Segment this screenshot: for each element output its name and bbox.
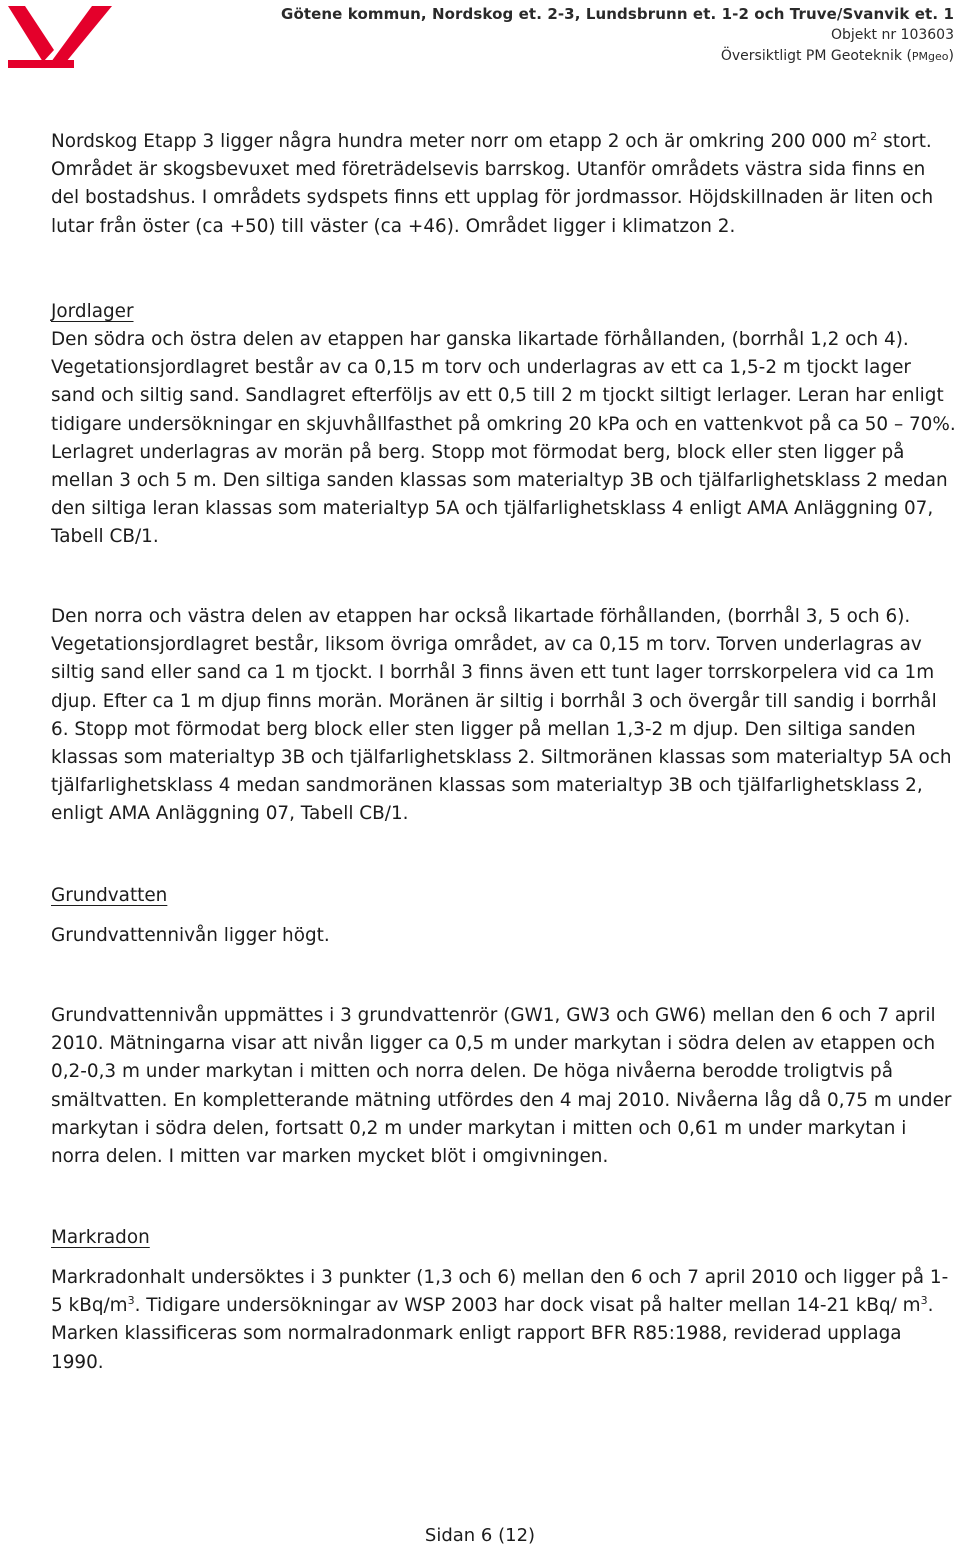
grundvatten-paragraph-2: Grundvattennivån uppmättes i 3 grundvattenrör (GW1, GW3 och GW6) mellan den 6 och 7 april 2010. Mätningarna visar att nivån ligger ca 0,5 m under markytan i södra delen av etappen och 0,2-0,3 m under markytan i mitten och norra delen. De höga nivåerna berodde troligtvis på smältvatten. En kompletterande mätning utfördes den 4 maj 2010. Nivåerna låg då 0,75 m under markytan i södra delen, fortsatt 0,2 m under markytan i mitten och 0,61 m under markytan i norra delen. I mitten var marken mycket blöt i omgivningen.	[51, 1005, 952, 1168]
header-object-number: Objekt nr 103603	[831, 27, 954, 43]
header-project: Götene kommun, Nordskog et. 2-3, Lundsbrunn et. 1-2 och Truve/Svanvik et. 1	[281, 5, 954, 23]
logo-right-stroke	[51, 6, 112, 62]
markradon-heading: Markradon	[51, 1227, 150, 1248]
jordlager-paragraph-1: Den södra och östra delen av etappen har ganska likartade förhållanden, (borrhål 1,2 och 4). Vegetationsjordlagret består av ca 0,15 m torv och underlagras av ett ca 1,5-2 m tjockt lager sand och siltig sand. Sandlagret efterföljs av ett 0,5 till 2 m tjockt siltigt lerlager. Leran har enligt tidigare undersökningar en skjuvhållfasthet på omkring 20 kPa och en vattenkvot på ca 50 – 70%. Lerlagret underlagras av morän på berg. Stopp mot förmodat berg, block eller sten ligger på mellan 3 och 5 m. Den siltiga sanden klassas som materialtyp 3B och tjälfarlighetsklass 2 medan den siltiga leran klassas som materialtyp 5A och tjälfarlighetsklass 4 enligt AMA Anläggning 07, Tabell CB/1.	[51, 329, 956, 548]
page-header	[281, 4, 954, 67]
logo-base-bar	[8, 60, 74, 68]
company-logo	[8, 6, 112, 68]
header-doc-title: Översiktligt PM Geoteknik (PMgeo)	[720, 48, 954, 64]
jordlager-heading: Jordlager	[51, 301, 134, 322]
grundvatten-paragraph-1: Grundvattennivån ligger högt.	[51, 925, 330, 946]
intro-paragraph: Nordskog Etapp 3 ligger några hundra meter norr om etapp 2 och är omkring 200 000 $m^2$ stort. Området är skogsbevuxet med företrädelsevis barrskog. Utanför områdets västra sida finns en del bostadshus. I områdets sydspets finns ett upplag för jordmassor. Höjdskillnaden är liten och lutar från öster (ca +50) till väster (ca +46). Området ligger i klimatzon 2.	[51, 129, 934, 237]
page-number: Sidan 6 (12)	[424, 1525, 536, 1546]
jordlager-paragraph-2: Den norra och västra delen av etappen har också likartade förhållanden, (borrhål 3, 5 och 6). Vegetationsjordlagret består, liksom övriga området, av ca 0,15 m torv. Torven underlagras av siltig sand eller sand ca 1 m tjockt. I borrhål 3 finns även ett tunt lager torrskorpelera vid ca 1m djup. Efter ca 1 m djup finns morän. Moränen är siltig i borrhål 3 och övergår till sandig i borrhål 6. Stopp mot förmodat berg block eller sten ligger på mellan 1,3-2 m djup. Den siltiga sanden klassas som materialtyp 3B och tjälfarlighetsklass 2. Siltmoränen klassas som materialtyp 5A och tjälfarlighetsklass 4 medan sandmoränen klassas som materialtyp 3B och tjälfarlighetsklass 2, enligt AMA Anläggning 07, Tabell CB/1.	[51, 606, 952, 825]
grundvatten-heading: Grundvatten	[51, 885, 168, 906]
markradon-paragraph: Markradonhalt undersöktes i 3 punkter (1,3 och 6) mellan den 6 och 7 april 2010 och ligger på 1-5 kBq/$m^3$. Tidigare undersökningar av WSP 2003 har dock visat på halter mellan 14-21 kBq/ $m^3$. Marken klassificeras som normalradonmark enligt rapport BFR R85:1988, reviderad upplaga 1990.	[51, 1267, 949, 1373]
logo-left-stroke	[8, 6, 54, 62]
